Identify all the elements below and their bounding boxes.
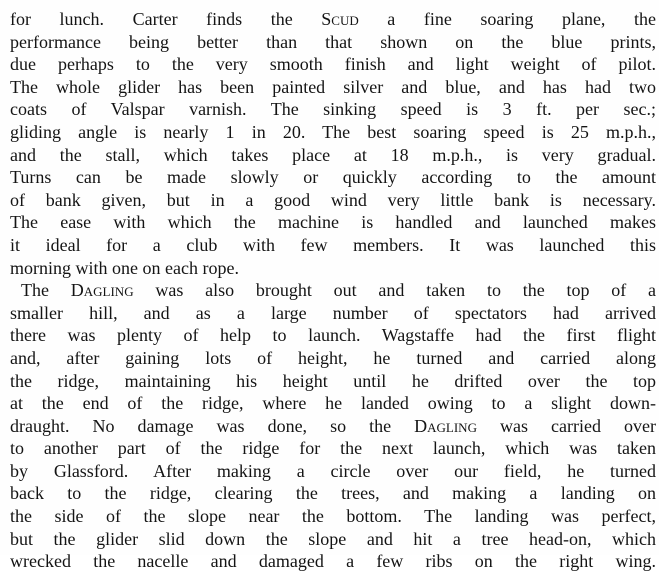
text-line: gliding angle is nearly 1 in 20. The best soaring speed is 25 m.p.h., — [10, 121, 656, 142]
text-line: Turns can be made slowly or quickly according to the amount — [10, 167, 656, 188]
text-line: by Glassford. After making a circle over our field, he turned — [10, 460, 656, 481]
text-line: The Dagling was also brought out and taken to the top of a — [21, 280, 656, 301]
text-line: draught. No damage was done, so the Dagling was carried over — [10, 415, 656, 436]
text-line: coats of Valspar varnish. The sinking speed is 3 ft. per sec.; — [10, 99, 656, 120]
text-line: to another part of the ridge for the next launch, which was taken — [10, 438, 656, 459]
text-line: The whole glider has been painted silver and blue, and has had two — [10, 76, 656, 97]
text-line: but the glider slid down the slope and hit a tree head-on, which — [10, 528, 656, 549]
text-line: back to the ridge, clearing the trees, and making a landing on — [10, 483, 656, 504]
text-line: at the end of the ridge, where he landed owing to a slight down- — [10, 393, 656, 414]
text-line: The ease with which the machine is handled and launched makes — [10, 212, 656, 233]
text-line: smaller hill, and as a large number of spectators had arrived — [10, 302, 656, 323]
text-line: due perhaps to the very smooth finish and light weight of pilot. — [10, 54, 656, 75]
text-line: for lunch. Carter finds the Scud a fine soaring plane, the — [10, 9, 656, 29]
text-line: and the stall, which takes place at 18 m.p.h., is very gradual. — [10, 144, 656, 165]
text-line: wrecked the nacelle and damaged a few ribs on the right wing. — [10, 551, 656, 572]
text-line: of bank given, but in a good wind very little bank is necessary. — [10, 189, 656, 210]
article-text — [10, 8, 656, 573]
text-line: morning with one on each rope. — [10, 257, 239, 278]
text-line: performance being better than that shown on the blue prints, — [10, 31, 656, 52]
text-line: there was plenty of help to launch. Wagstaffe had the first flight — [10, 325, 656, 346]
text-line: it ideal for a club with few members. It was launched this — [10, 234, 656, 255]
text-line: the side of the slope near the bottom. The landing was perfect, — [10, 506, 656, 527]
text-line: the ridge, maintaining his height until he drifted over the top — [10, 370, 656, 391]
text-line: and, after gaining lots of height, he turned and carried along — [10, 347, 656, 368]
